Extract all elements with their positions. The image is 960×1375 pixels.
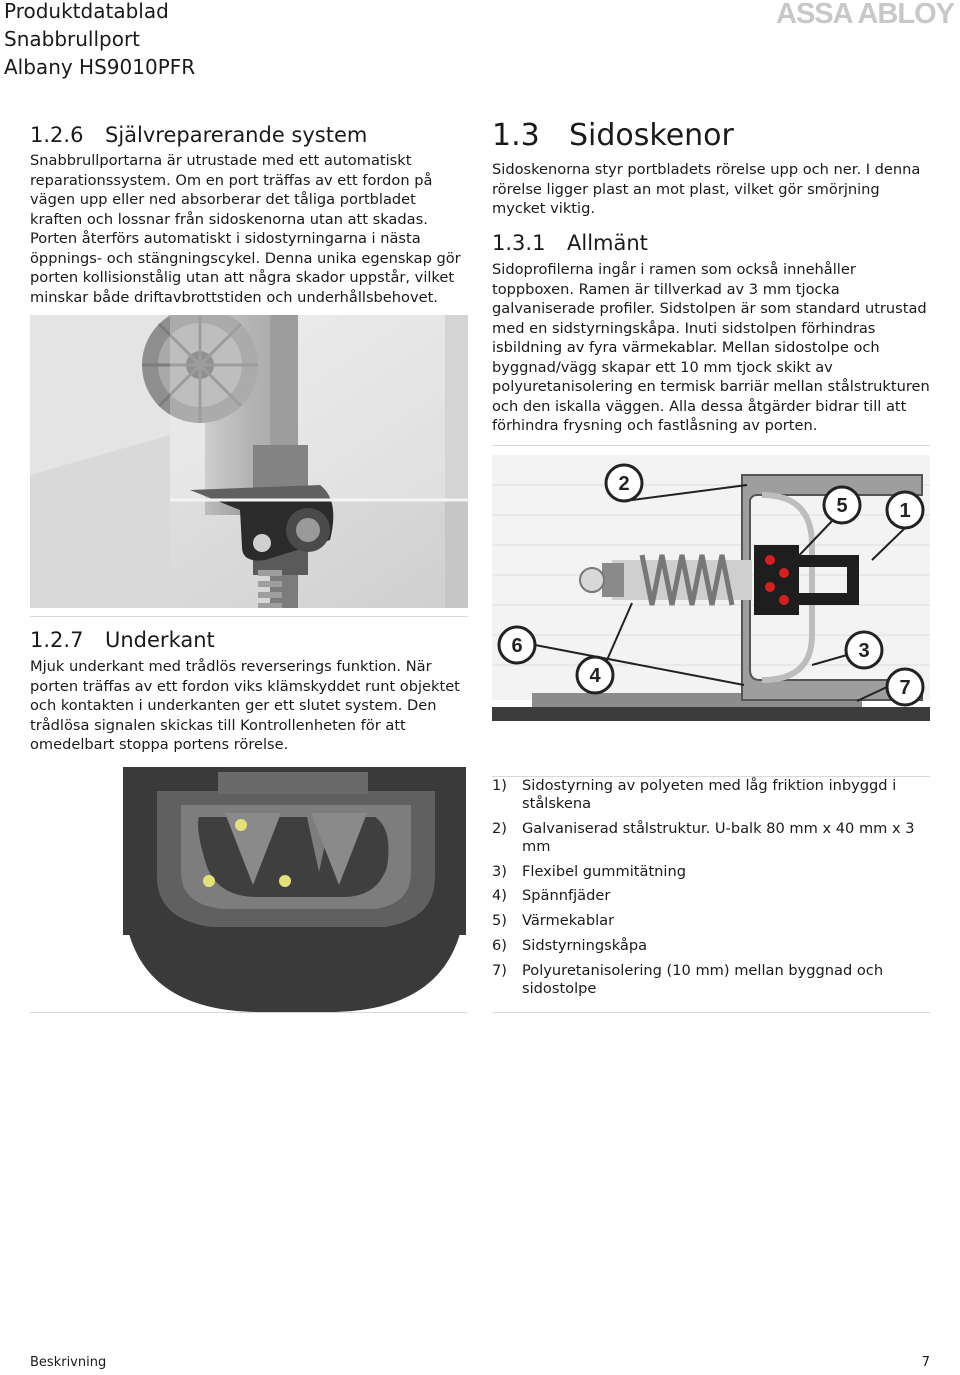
footer-section: Beskrivning <box>30 1355 107 1370</box>
section-1-3-body: Sidoskenorna styr portbladets rörelse upp och ner. I denna rörelse ligger plast an mot plast, vilket gör smörjning mycket viktig. <box>492 161 921 217</box>
legend-number: 2) <box>492 819 507 837</box>
legend-item <box>492 912 932 930</box>
legend-text: Spännfjäder <box>522 887 611 905</box>
product-model: Albany HS9010PFR <box>4 55 196 79</box>
section-title: Underkant <box>105 628 215 652</box>
section-1-2-7-heading <box>30 627 215 653</box>
section-1-2-6-heading <box>30 122 367 148</box>
legend-item <box>492 962 932 998</box>
callout-label: 4 <box>589 665 601 687</box>
side-track-diagram <box>492 455 930 775</box>
callout-label: 6 <box>511 635 523 657</box>
legend-number: 7) <box>492 961 507 979</box>
self-repair-photo <box>30 315 468 608</box>
product-family: Snabbrullport <box>4 27 141 51</box>
legend-text: Värmekablar <box>522 912 615 930</box>
section-title: Sidoskenor <box>569 118 734 153</box>
section-number: 1.3 <box>492 118 540 153</box>
legend-text: Galvaniserad stålstruktur. U-balk 80 mm x 40 mm x 3 mm <box>522 819 915 855</box>
assa-abloy-logo: ASSA ABLOY <box>776 0 954 30</box>
callout-label: 2 <box>618 473 630 495</box>
section-1-3-heading <box>492 117 734 155</box>
section-1-2-7-body: Mjuk underkant med trådlös reverserings funktion. När porten träffas av ett fordon viks klämskyddet runt objektet och kontakten i underkanten ger ett slutet system. Den trådlösa signalen skickas till Kontrollenheten för att omedelbart stoppa portens rörelse. <box>30 658 460 753</box>
divider <box>492 1012 930 1013</box>
legend-text: Sidstyrningskåpa <box>522 936 648 954</box>
legend-item <box>492 863 932 881</box>
section-number: 1.3.1 <box>492 231 546 255</box>
legend-number: 4) <box>492 887 507 905</box>
legend-number: 1) <box>492 777 507 794</box>
section-number: 1.2.7 <box>30 628 84 652</box>
section-1-3-1-heading <box>492 230 648 256</box>
legend-item <box>492 777 932 813</box>
divider <box>492 445 930 446</box>
diagram-legend <box>492 777 932 1005</box>
legend-item <box>492 820 932 856</box>
doc-type: Produktdatablad <box>4 0 169 23</box>
legend-text: Polyuretanisolering (10 mm) mellan byggnad och sidostolpe <box>522 961 884 997</box>
callout-label: 7 <box>899 677 911 699</box>
callout-label: 5 <box>836 495 848 517</box>
callout-label: 1 <box>899 500 911 522</box>
section-1-3-1-body: Sidoprofilerna ingår i ramen som också innehåller toppboxen. Ramen är tillverkad av 3 mm tjocka galvaniserade profiler. Sidstolpen är som standard utrustad med en sidstyrningskåpa. Inuti sidstolpen förhindras isbildning av fyra värmekablar. Mellan sidostolpe och byggnad/vägg skapar ett 10 mm tjock skikt av polyuretanisolering en termisk barriär mellan stålstrukturen och den iskalla väggen. Alla dessa åtgärder bidrar till att förhindra frysning och fastlåsning av porten. <box>492 261 930 434</box>
divider <box>30 616 468 617</box>
callout-label: 3 <box>858 640 870 662</box>
divider <box>30 1012 468 1013</box>
section-1-2-6-body: Snabbrullportarna är utrustade med ett automatiskt reparationssystem. Om en port träffas av ett fordon på vägen upp eller ned absorberar det tåliga portbladet kraften och lossnar från sidoskenorna utan att skadas. Porten återförs automatiskt i sidostyrningarna i nästa öppnings- och stängningscykel. Denna unika egenskap gör porten kollisionstålig utan att några skador uppstår, vilket minskar både driftavbrottstiden och underhållsbehovet. <box>30 152 461 306</box>
legend-number: 3) <box>492 862 507 880</box>
legend-number: 6) <box>492 936 507 954</box>
section-title: Allmänt <box>567 231 648 255</box>
section-title: Självreparerande system <box>105 123 368 147</box>
bottom-edge-illustration <box>123 767 466 1012</box>
legend-text: Sidostyrning av polyeten med låg friktion inbyggd i stålskena <box>522 777 897 812</box>
legend-number: 5) <box>492 912 507 930</box>
legend-item <box>492 887 932 905</box>
legend-item <box>492 937 932 955</box>
section-number: 1.2.6 <box>30 123 84 147</box>
legend-text: Flexibel gummitätning <box>522 862 687 880</box>
page-number: 7 <box>921 1355 930 1370</box>
